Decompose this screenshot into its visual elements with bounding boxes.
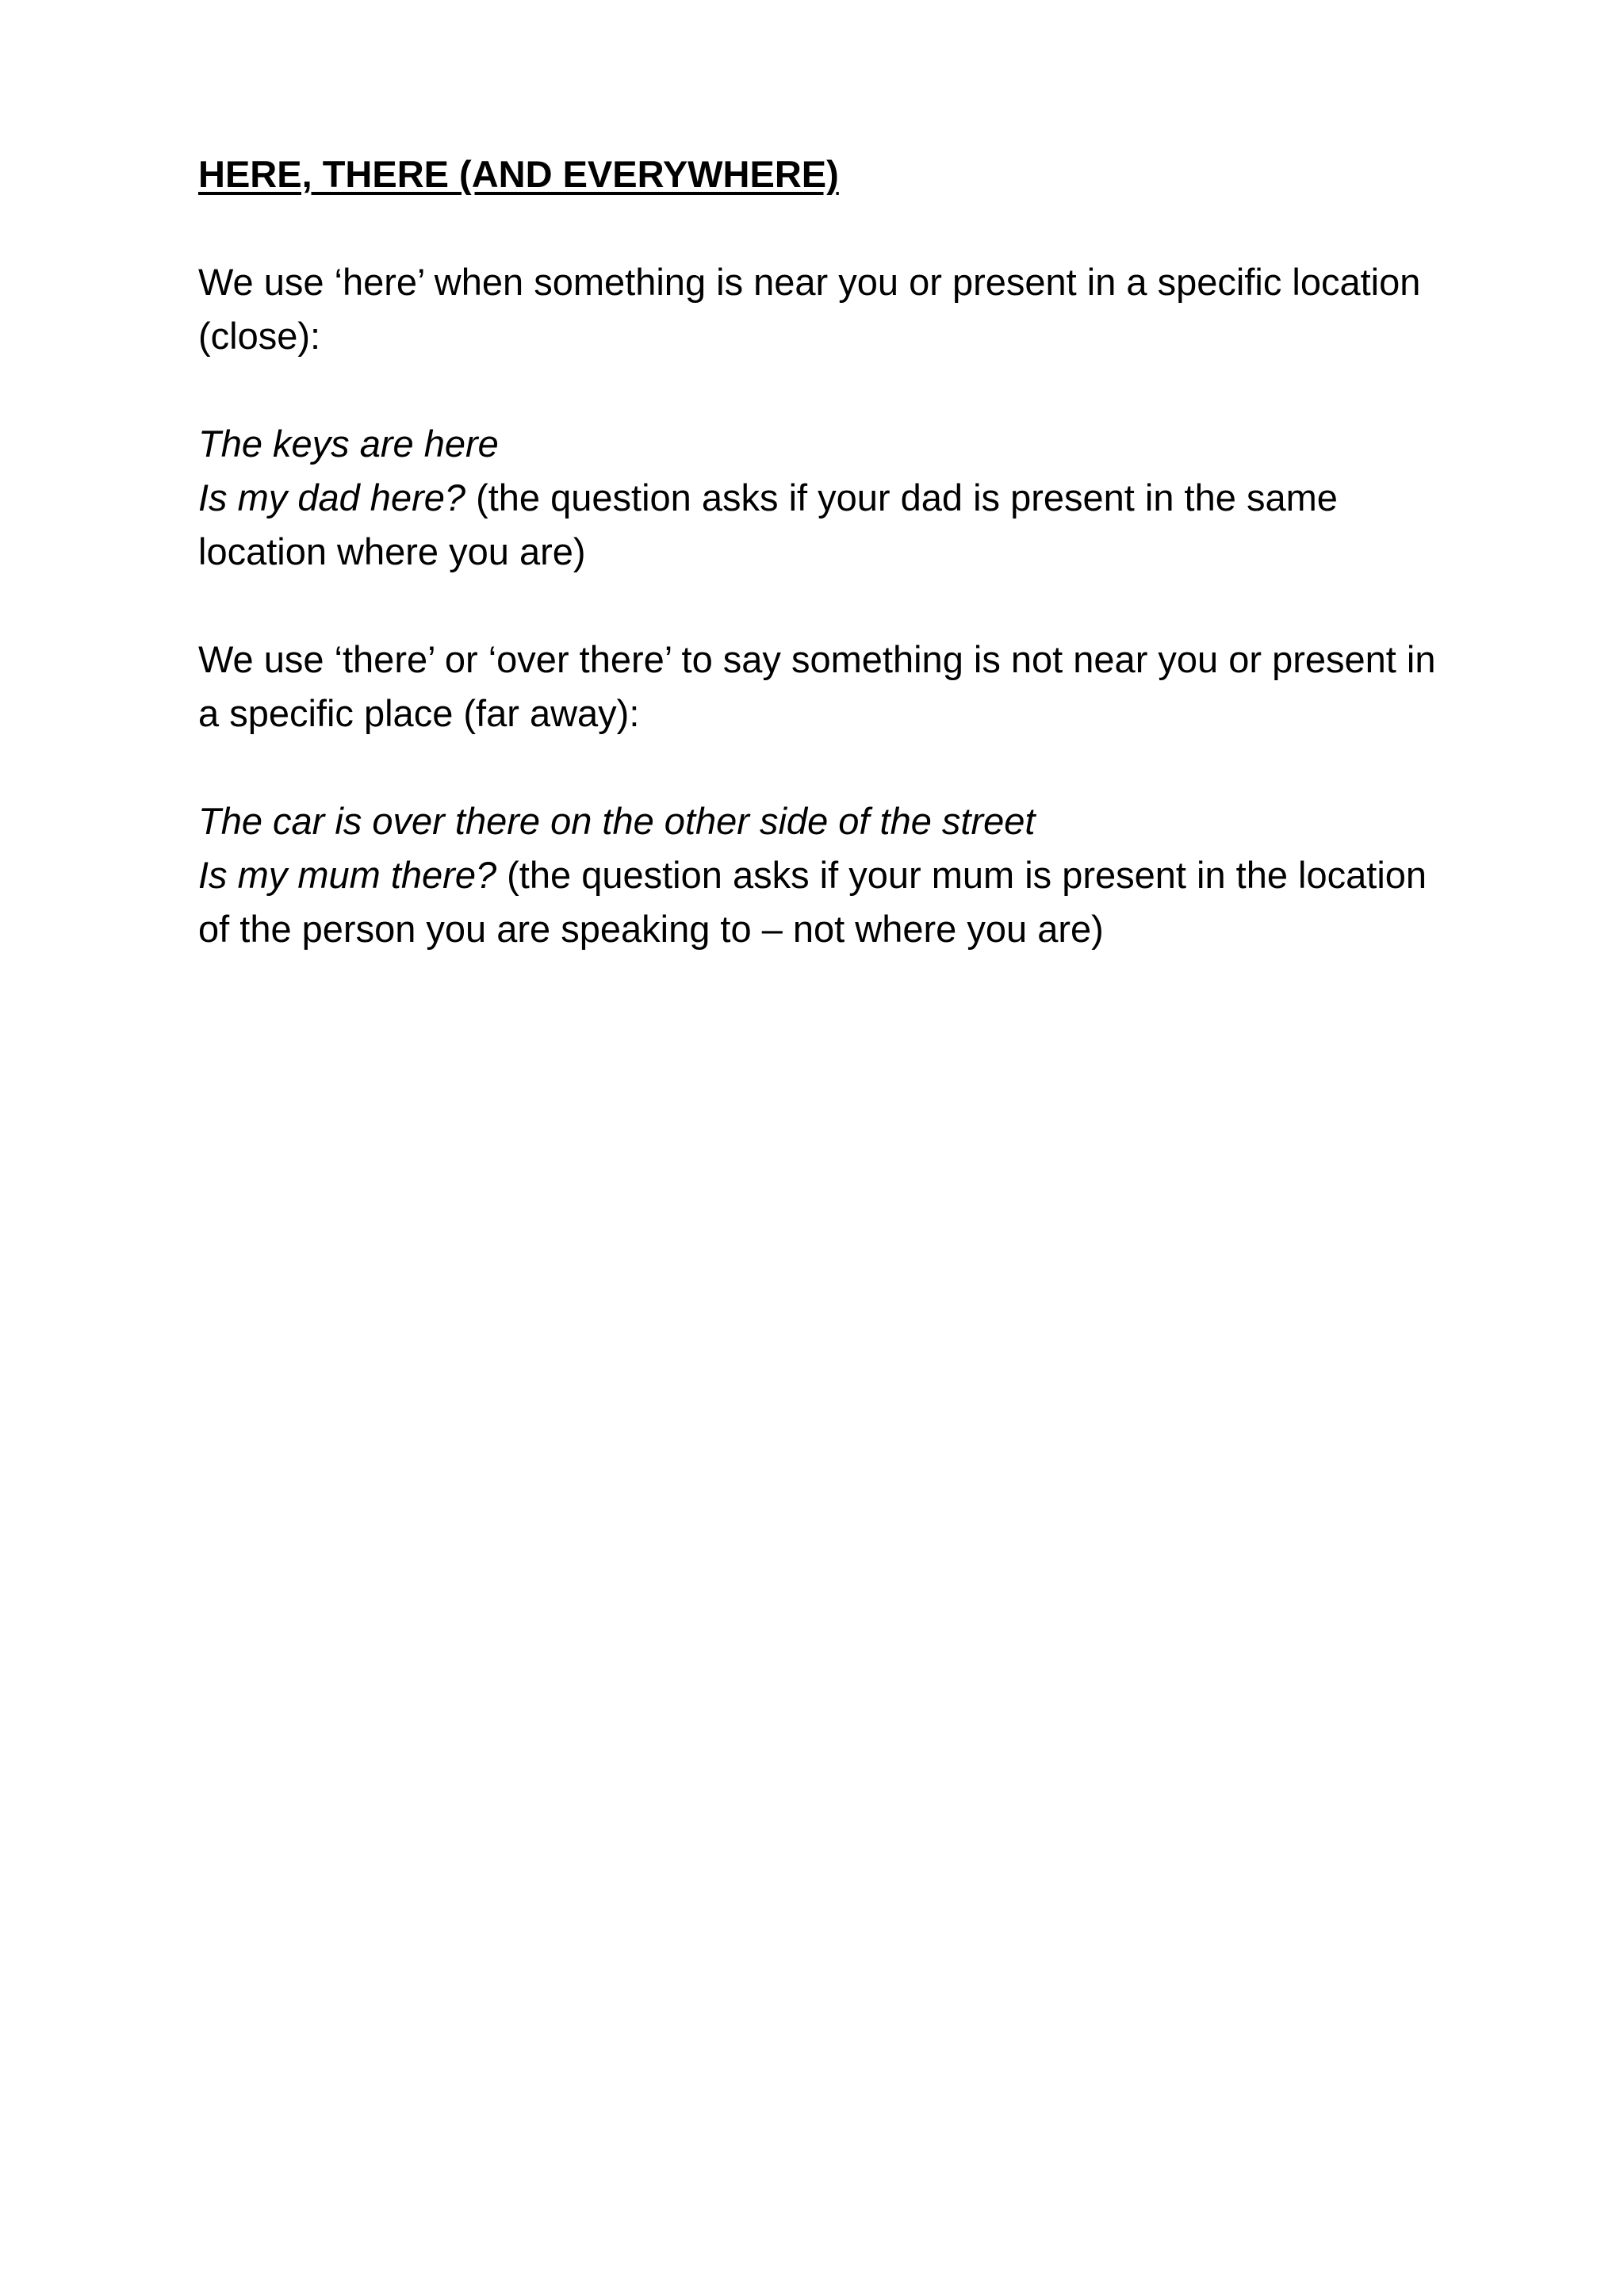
there-examples — [198, 794, 1451, 956]
there-example-2-question: Is my mum there? — [198, 854, 497, 896]
there-example-2-explanation: (the question asks if your mum is present in the location of the person you are speaking to – not where you are) — [198, 854, 1427, 950]
there-intro: We use ‘there’ or ‘over there’ to say something is not near you or present in a specific place (far away): — [198, 638, 1436, 734]
here-intro: We use ‘here’ when something is near you or present in a specific location (close): — [198, 261, 1421, 357]
here-example-1-text: The keys are here — [198, 423, 499, 465]
here-example-2-question: Is my dad here? — [198, 476, 466, 519]
here-example-2 — [198, 471, 1451, 579]
there-example-1-text: The car is over there on the other side of the street — [198, 800, 1036, 842]
there-example-1 — [198, 794, 1451, 848]
there-example-2 — [198, 848, 1451, 956]
document-title: HERE, THERE (AND EVERYWHERE) — [198, 153, 839, 195]
here-example-2-explanation: (the question asks if your dad is present in the same location where you are) — [198, 476, 1338, 572]
here-examples — [198, 417, 1451, 579]
here-example-1 — [198, 417, 1451, 471]
document-body — [198, 147, 1451, 1010]
